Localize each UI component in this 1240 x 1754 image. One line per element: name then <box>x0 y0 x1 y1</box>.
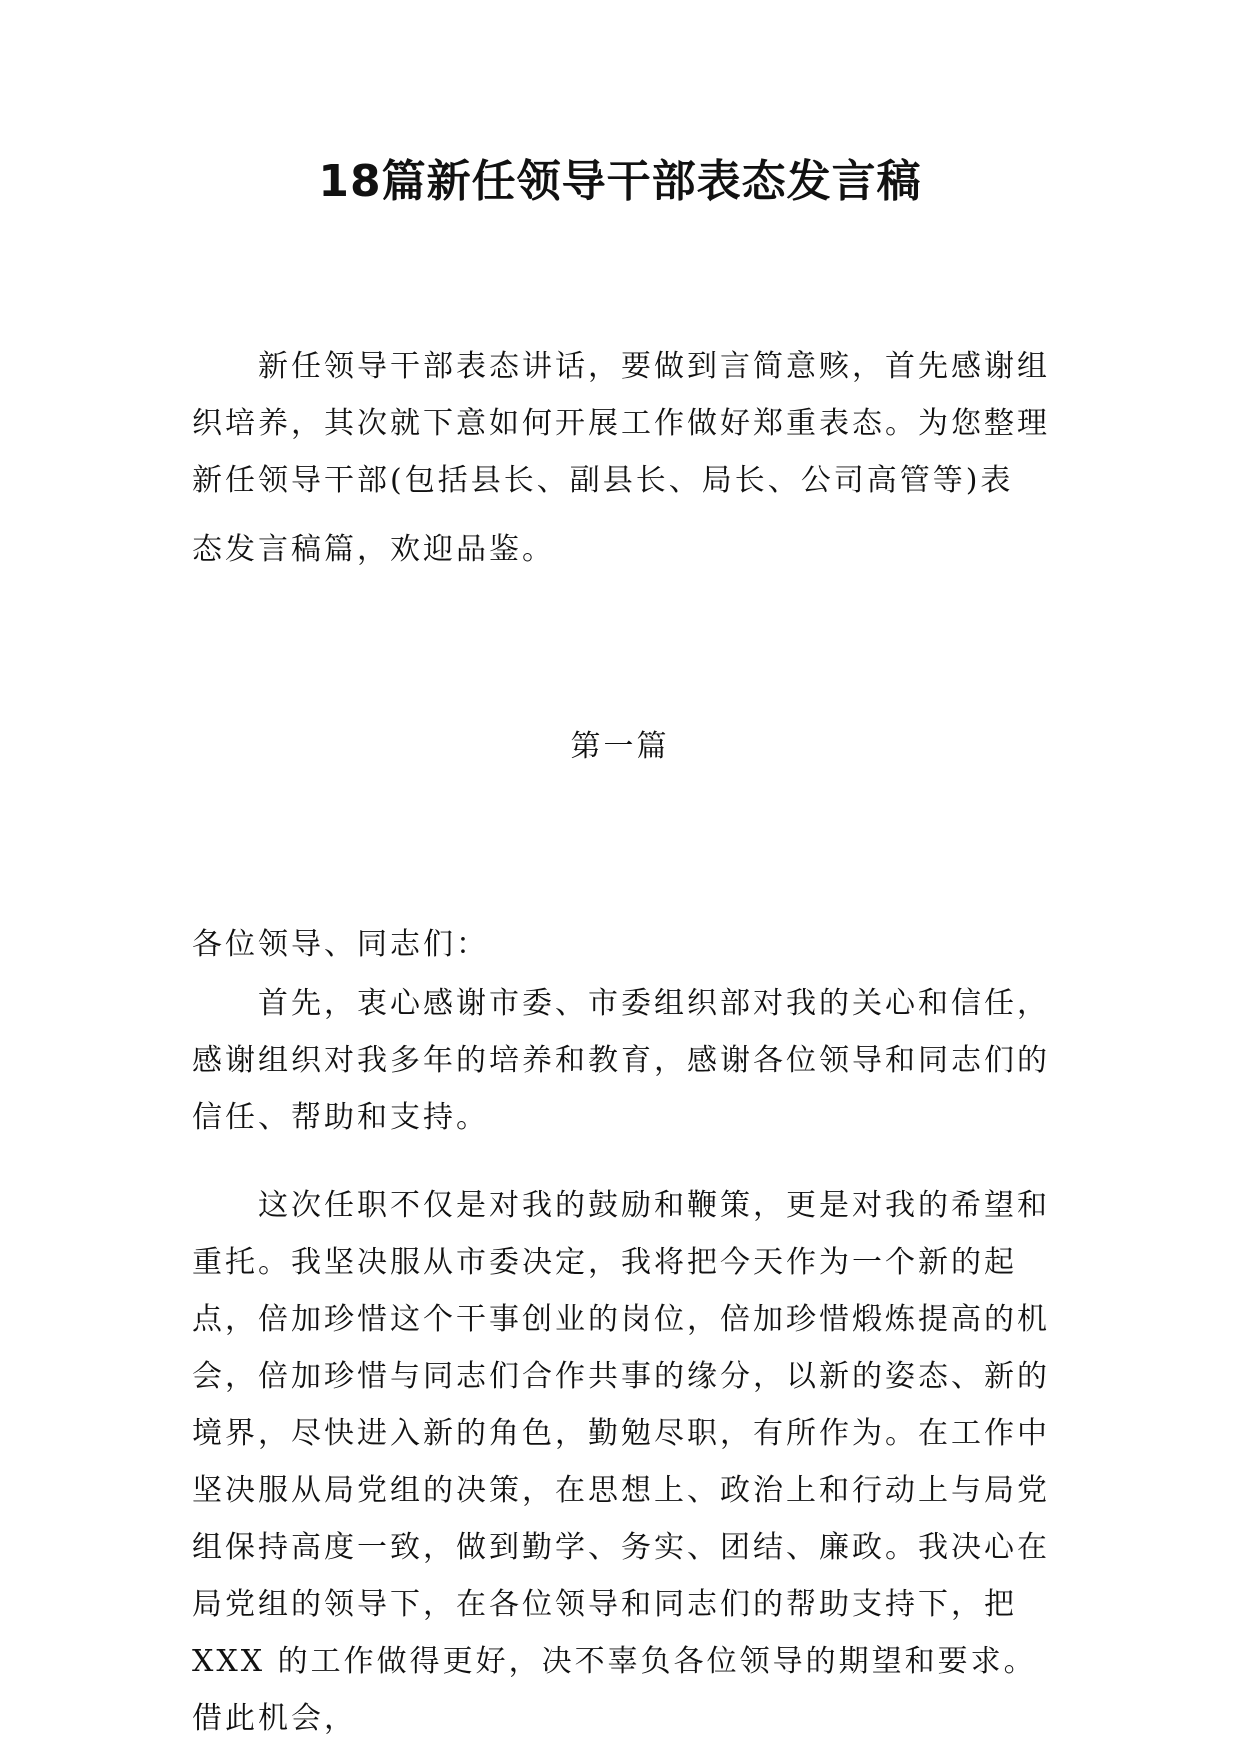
intro-text-last-line: 态发言稿篇，欢迎品鉴。 <box>192 532 555 567</box>
body-paragraph-1: 首先，衷心感谢市委、市委组织部对我的关心和信任，感谢组织对我多年的培养和教育，感谢各位领导和同志们的信任、帮助和支持。 <box>192 986 1050 1135</box>
document-title: 18篇新任领导干部表态发言稿 <box>318 156 922 207</box>
section-heading: 第一篇 <box>570 729 670 764</box>
intro-text: 新任领导干部表态讲话，要做到言简意赅，首先感谢组织培养，其次就下意如何开展工作做好郑重表态。为您整理新任领导干部(包括县长、副县长、局长、公司高管等)表 <box>192 349 1050 498</box>
intro-paragraph <box>192 338 1052 578</box>
salutation: 各位领导、同志们： <box>192 927 489 962</box>
body-paragraph-2: 这次任职不仅是对我的鼓励和鞭策，更是对我的希望和重托。我坚决服从市委决定，我将把今天作为一个新的起点，倍加珍惜这个干事创业的岗位，倍加珍惜煅炼提高的机会，倍加珍惜与同志们合作共事的缘分，以新的姿态、新的境界，尽快进入新的角色，勤勉尽职，有所作为。在工作中坚决服从局党组的决策，在思想上、政治上和行动上与局党组保持高度一致，做到勤学、务实、团结、廉政。我决心在局党组的领导下，在各位领导和同志们的帮助支持下，把 XXX 的工作做得更好，决不辜负各位领导的期望和要求。借此机会， <box>192 1188 1050 1736</box>
